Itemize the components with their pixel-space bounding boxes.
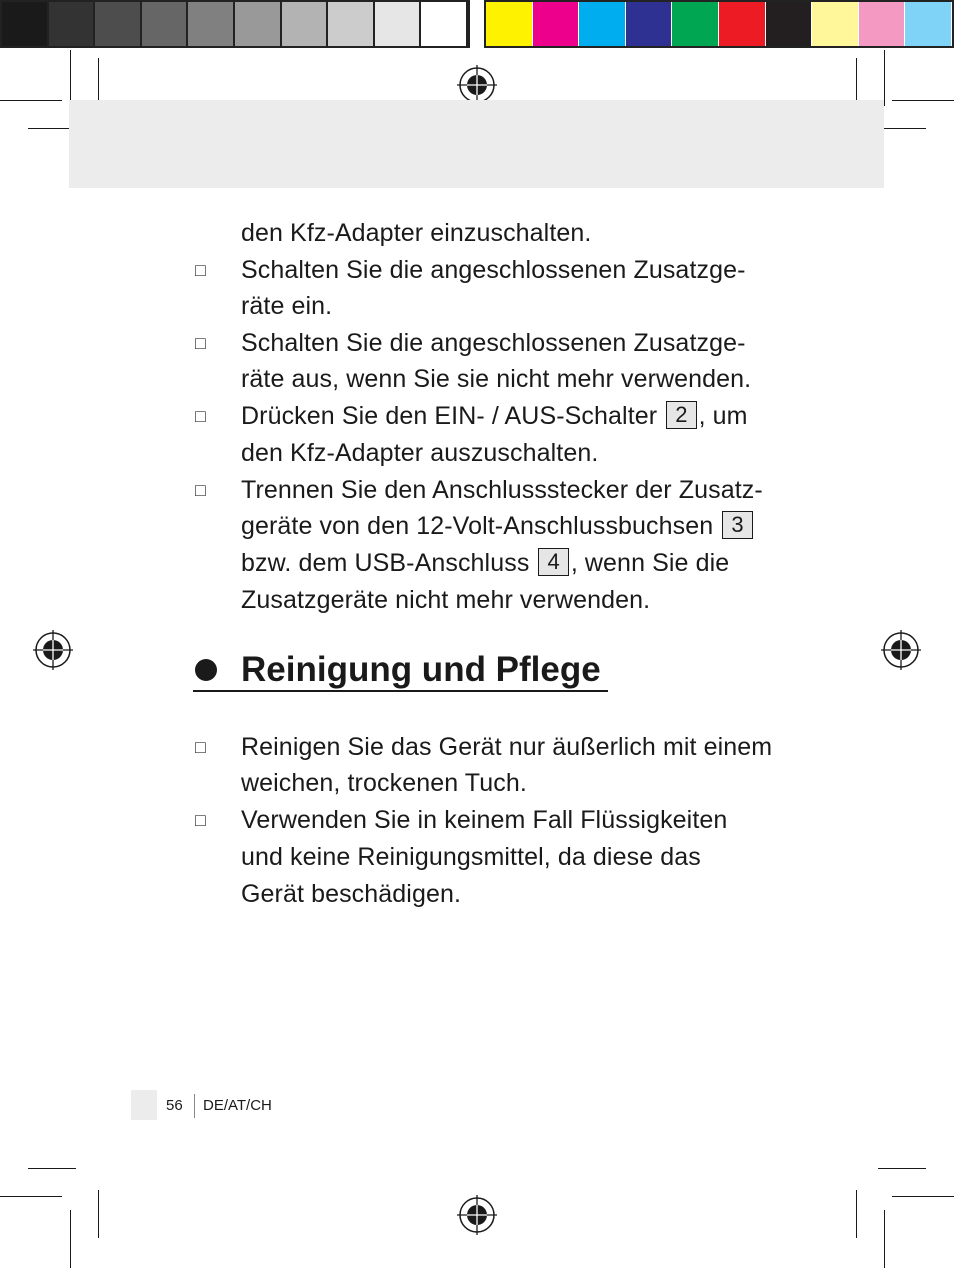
checkbox-icon: □	[195, 810, 206, 830]
crop-mark	[878, 1168, 926, 1169]
color-swatch	[859, 2, 905, 46]
color-swatch	[812, 2, 858, 46]
checkbox-icon: □	[195, 406, 206, 426]
header-band	[69, 100, 884, 188]
color-swatch	[626, 2, 672, 46]
color-swatch	[719, 2, 765, 46]
crop-mark	[28, 1168, 76, 1169]
text-segment: , um	[698, 402, 748, 430]
grey-swatch	[375, 2, 422, 46]
crop-mark	[884, 1210, 885, 1268]
list-item-line: Verwenden Sie in keinem Fall Flüssigkeiten	[241, 806, 728, 834]
bullet-icon	[195, 659, 217, 681]
list-item-line: Schalten Sie die angeschlossenen Zusatzge-	[241, 256, 746, 284]
crop-mark	[98, 58, 99, 106]
checkbox-icon: □	[195, 737, 206, 757]
color-swatch	[905, 2, 951, 46]
list-item-line: und keine Reinigungsmittel, da diese das	[241, 843, 701, 871]
list-item-line: weichen, trockenen Tuch.	[241, 769, 527, 797]
color-calibration-bar	[0, 0, 954, 48]
part-reference-4: 4	[538, 548, 568, 576]
registration-mark-icon	[457, 65, 497, 105]
registration-mark-icon	[33, 630, 73, 670]
footer-locale: DE/AT/CH	[203, 1097, 272, 1114]
list-item-line: räte aus, wenn Sie sie nicht mehr verwenden.	[241, 365, 752, 393]
crop-mark	[856, 1190, 857, 1238]
list-item-line: den Kfz-Adapter auszuschalten.	[241, 439, 599, 467]
text-segment: bzw. dem USB-Anschluss	[241, 549, 530, 577]
text-segment: geräte von den 12-Volt-Anschlussbuchsen	[241, 512, 714, 540]
list-item-line: Trennen Sie den Anschlussstecker der Zusatz-	[241, 476, 763, 504]
color-swatch	[486, 2, 532, 46]
list-item-line	[241, 508, 755, 544]
checkbox-icon: □	[195, 260, 206, 280]
registration-mark-icon	[457, 1195, 497, 1235]
list-item-line: Schalten Sie die angeschlossenen Zusatzge-	[241, 329, 746, 357]
grey-swatch	[328, 2, 375, 46]
grey-swatch	[421, 2, 468, 46]
list-item-line: Gerät beschädigen.	[241, 880, 462, 908]
section-heading: Reinigung und Pflege	[241, 650, 601, 689]
crop-mark	[98, 1190, 99, 1238]
crop-mark	[0, 1196, 62, 1197]
crop-mark	[70, 1210, 71, 1268]
grey-swatch	[142, 2, 189, 46]
crop-mark	[878, 128, 926, 129]
list-item-line: Zusatzgeräte nicht mehr verwenden.	[241, 586, 651, 614]
color-swatch	[533, 2, 579, 46]
page-number: 56	[166, 1097, 183, 1114]
text-segment: , wenn Sie die	[570, 549, 730, 577]
crop-mark	[892, 100, 954, 101]
checkbox-icon: □	[195, 480, 206, 500]
footer-divider	[194, 1094, 195, 1118]
footer-tab	[131, 1090, 157, 1120]
grey-swatch	[95, 2, 142, 46]
grey-swatch	[2, 2, 49, 46]
list-item-line	[241, 545, 729, 581]
color-swatch	[766, 2, 812, 46]
grey-swatch	[282, 2, 329, 46]
grey-swatch	[188, 2, 235, 46]
checkbox-icon: □	[195, 333, 206, 353]
crop-mark	[892, 1196, 954, 1197]
list-item-line	[241, 398, 748, 434]
text-segment: Drücken Sie den EIN- / AUS-Schalter	[241, 402, 658, 430]
intro-line: den Kfz-Adapter einzuschalten.	[241, 219, 592, 247]
grey-swatch	[49, 2, 96, 46]
registration-mark-icon	[881, 630, 921, 670]
part-reference-2: 2	[666, 401, 696, 429]
crop-mark	[884, 50, 885, 106]
crop-mark	[856, 58, 857, 106]
color-swatch	[579, 2, 625, 46]
crop-mark	[70, 50, 71, 106]
crop-mark	[0, 100, 62, 101]
grey-swatch	[235, 2, 282, 46]
list-item-line: Reinigen Sie das Gerät nur äußerlich mit einem	[241, 733, 773, 761]
heading-underline	[193, 690, 608, 692]
color-swatch	[672, 2, 718, 46]
part-reference-3: 3	[722, 511, 752, 539]
list-item-line: räte ein.	[241, 292, 333, 320]
